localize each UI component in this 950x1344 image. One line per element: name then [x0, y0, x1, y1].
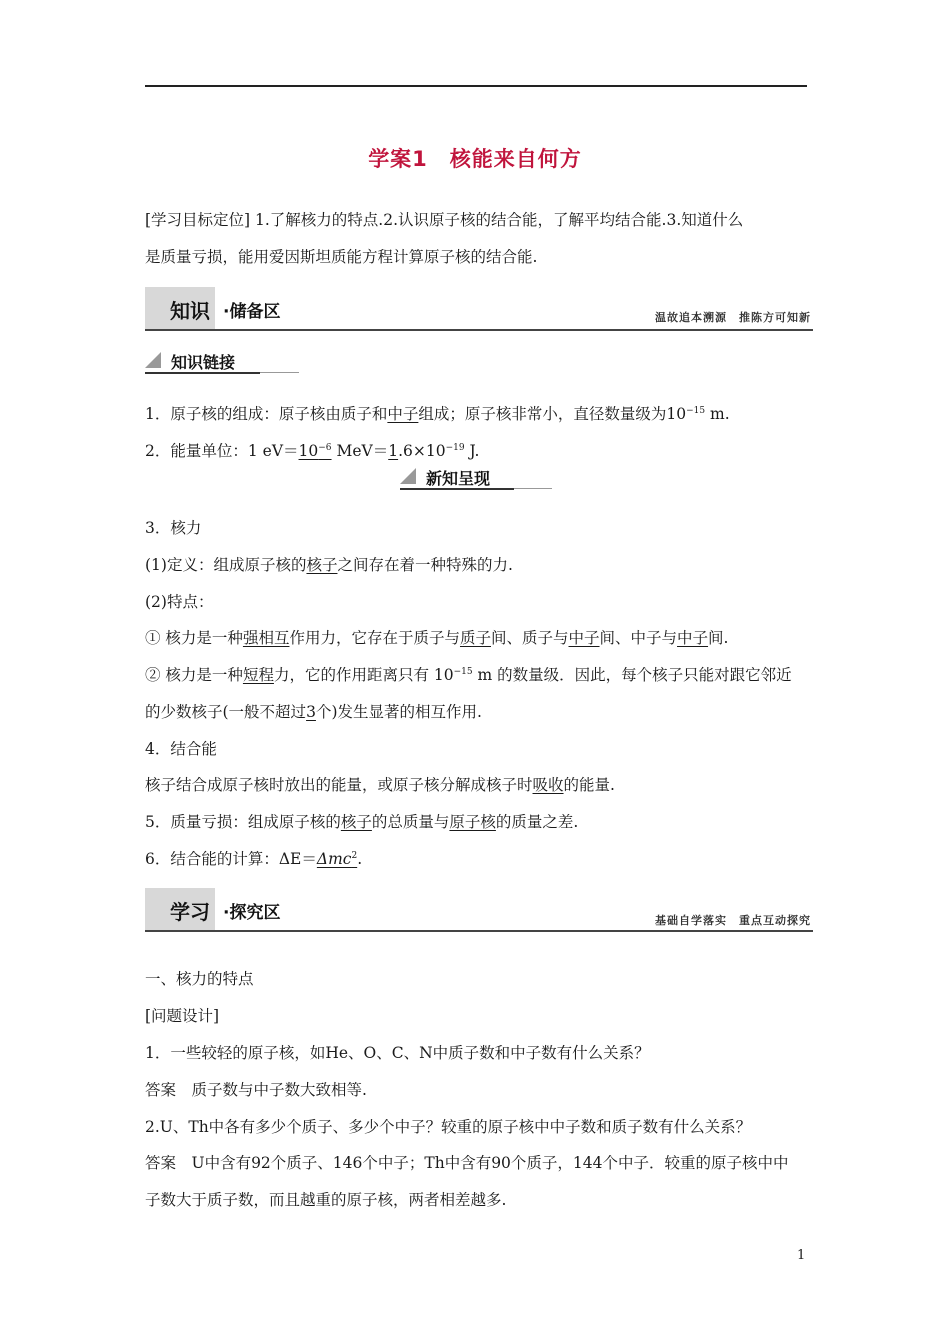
feature-2: ② 核力是一种短程力，它的作用距离只有 $10^{-15}$ m 的数量级．因此，每个核子只能对跟它邻近 — [145, 666, 792, 684]
subheading-rule — [400, 488, 514, 490]
objectives-line-1: [学习目标定位] 1.了解核力的特点.2.认识原子核的结合能，了解平均结合能.3.知道什么 — [145, 211, 744, 229]
question-1: 1．一些较轻的原子核，如He、O、C、N中质子数和中子数有什么关系？ — [145, 1044, 650, 1062]
answer-2: 答案 U中含有92个质子、146个中子；Th中含有90个质子，144个中子．较重的原子核中中 — [145, 1154, 789, 1172]
answer-2-cont: 子数大于质子数，而且越重的原子核，两者相差越多. — [145, 1191, 507, 1209]
item-5: 5．质量亏损：组成原子核的核子的总质量与原子核的质量之差. — [145, 813, 579, 831]
subheading-label: 新知呈现 — [426, 469, 491, 488]
subheading-new-knowledge — [400, 466, 552, 496]
feature-2-cont: 的少数核子(一般不超过3个)发生显著的相互作用. — [145, 703, 482, 721]
banner-rule — [145, 329, 813, 331]
features-heading: (2)特点： — [145, 593, 214, 611]
item-2: 2．能量单位：1 $eV=10^{-6}$ $MeV=1.6\times 10^{-19}$ J. — [145, 442, 480, 460]
item-1: 1．原子核的组成：原子核由质子和中子组成；原子核非常小，直径数量级为$10^{-15}$ m. — [145, 405, 730, 423]
subheading-rule-thin — [260, 372, 299, 373]
problem-design: [问题设计] — [145, 1007, 220, 1025]
banner-sub-label: ·储备区 — [223, 302, 281, 322]
subheading-knowledge-link — [145, 350, 299, 380]
item-4: 4．结合能 — [145, 740, 217, 758]
item-3: 3．核力 — [145, 519, 202, 537]
item-4-text: 核子结合成原子核时放出的能量，或原子核分解成核子时吸收的能量. — [145, 776, 615, 794]
header-rule — [145, 85, 807, 87]
triangle-icon — [145, 352, 161, 368]
banner-rule — [145, 930, 813, 932]
banner-sub-label: ·探究区 — [223, 903, 281, 923]
section-heading: 一、核力的特点 — [145, 970, 254, 988]
subheading-rule — [145, 372, 260, 374]
banner-big-label: 知识 — [170, 299, 210, 323]
triangle-icon — [400, 468, 416, 484]
subheading-rule-thin — [514, 488, 552, 489]
feature-1: ① 核力是一种强相互作用力，它存在于质子与质子间、质子与中子间、中子与中子间. — [145, 629, 729, 647]
item-6: 6．结合能的计算：ΔE＝Δmc$^2$. — [145, 850, 363, 868]
banner-knowledge — [145, 287, 813, 331]
objectives-line-2: 是质量亏损，能用爱因斯坦质能方程计算原子核的结合能. — [145, 248, 538, 266]
answer-1: 答案 质子数与中子数大致相等. — [145, 1081, 367, 1099]
definition: (1)定义：组成原子核的核子之间存在着一种特殊的力. — [145, 556, 513, 574]
banner-motto: 温故追本溯源 推陈方可知新 — [655, 311, 811, 324]
page-number: 1 — [797, 1248, 806, 1263]
page-title: 学案1 核能来自何方 — [368, 147, 582, 171]
banner-motto: 基础自学落实 重点互动探究 — [655, 914, 811, 927]
banner-big-label: 学习 — [170, 900, 210, 924]
subheading-label: 知识链接 — [171, 353, 236, 372]
banner-study — [145, 888, 813, 932]
question-2: 2.U、Th中各有多少个质子、多少个中子？较重的原子核中中子数和质子数有什么关系？ — [145, 1118, 752, 1136]
